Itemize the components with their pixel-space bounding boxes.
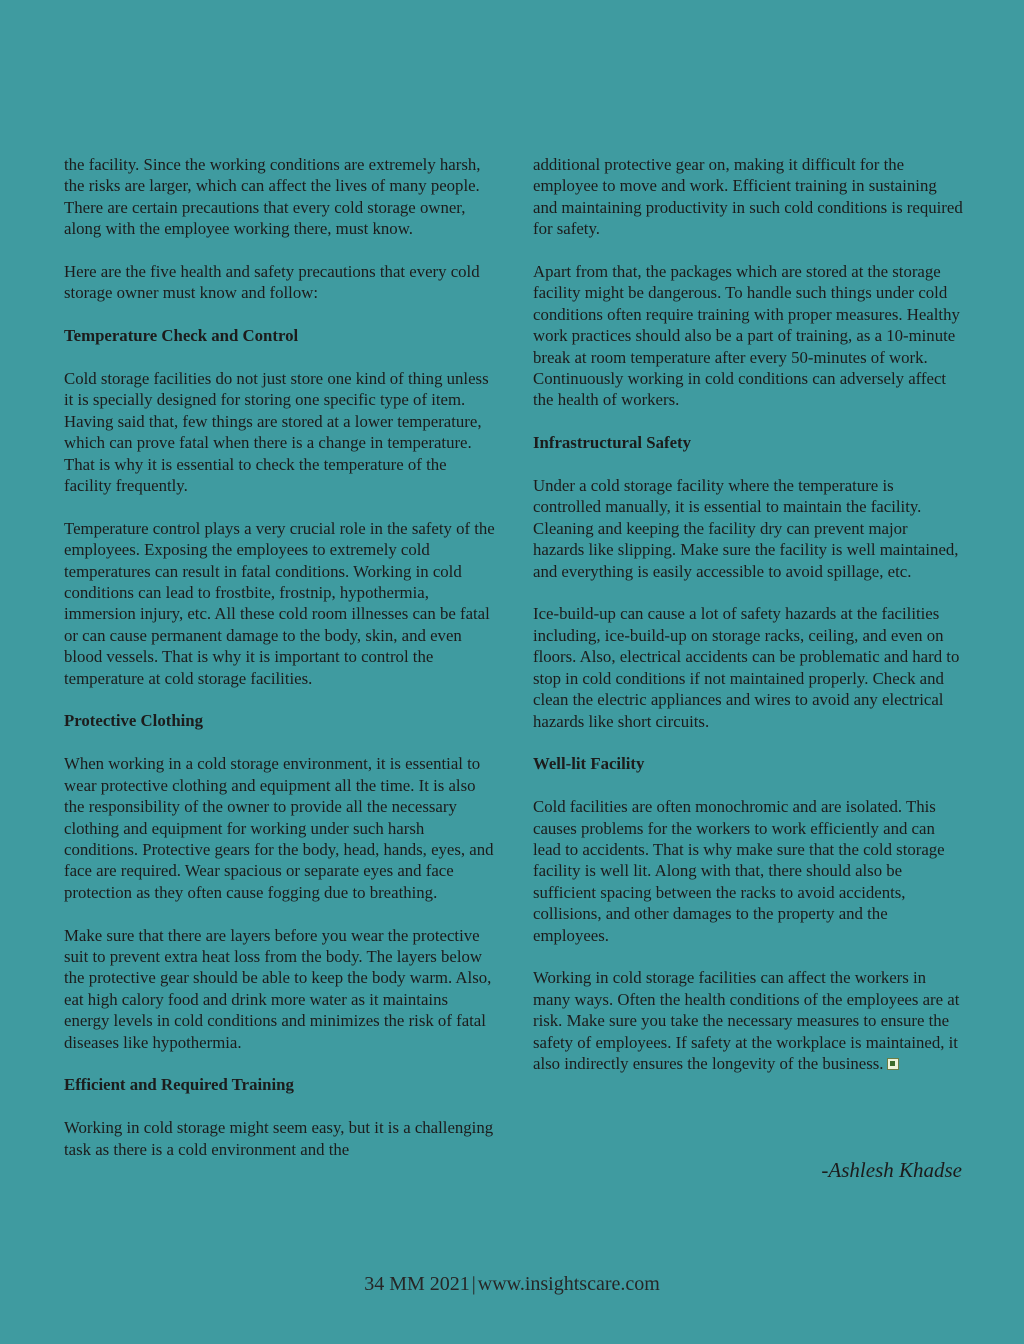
section-heading	[64, 710, 496, 731]
section-heading	[64, 325, 496, 346]
article-end-icon	[887, 1058, 899, 1070]
body-paragraph	[64, 154, 496, 240]
paragraph-text: additional protective gear on, making it difficult for the employee to move and work. Efficient training in sustaining and maintaining productivity in such cold conditions is required for safety.	[533, 155, 963, 239]
body-paragraph	[64, 1117, 496, 1160]
paragraph-text: When working in a cold storage environment, it is essential to wear protective clothing and equipment all the time. It is also the responsibility of the owner to provide all the necessary clothing and equipment for working under such harsh conditions. Protective gears for the body, head, hands, eyes, and face are required. Wear spacious or separate eyes and face protection as they often cause fogging due to breathing.	[64, 754, 494, 902]
body-paragraph	[533, 796, 963, 946]
body-paragraph	[533, 967, 963, 1074]
paragraph-text: Here are the five health and safety precautions that every cold storage owner must know and follow:	[64, 262, 480, 303]
website-link[interactable]: www.insightscare.com	[477, 1273, 660, 1295]
paragraph-text: Temperature control plays a very crucial role in the safety of the employees. Exposing the employees to extremely cold temperatures can result in fatal conditions. Working in cold conditions can lead to frostbite, frostnip, hypothermia, immersion injury, etc. All these cold room illnesses can be fatal or can cause permanent damage to the body, skin, and even blood vessels. That is why it is important to control the temperature at cold storage facilities.	[64, 518, 495, 688]
section-heading	[533, 753, 963, 774]
paragraph-text: Cold storage facilities do not just store one kind of thing unless it is specially designed for storing one specific type of item. Having said that, few things are stored at a lower temperature, which can prove fatal when there is a change in temperature. That is why it is essential to check the temperature of the facility frequently.	[64, 369, 489, 496]
body-paragraph	[533, 603, 963, 731]
paragraph-text: Working in cold storage facilities can affect the workers in many ways. Often the health conditions of the employees are at risk. Make sure you take the necessary measures to ensure the safety of employees. If safety at the workplace is maintained, it also indirectly ensures the longevity of the business.	[533, 968, 960, 1073]
body-paragraph	[533, 475, 963, 582]
paragraph-text: Make sure that there are layers before you wear the protective suit to prevent extra heat loss from the body. The layers below the protective gear should be able to keep the body warm. Also, eat high calory food and drink more water as it maintains energy levels in cold conditions and minimizes the risk of fatal diseases like hypothermia.	[64, 925, 492, 1052]
paragraph-text: Cold facilities are often monochromic and are isolated. This causes problems for the workers to work efficiently and can lead to accidents. That is why make sure that the cold storage facility is well lit. Along with that, there should also be sufficient spacing between the racks to avoid accidents, collisions, and other damages to the property and the employees.	[533, 797, 945, 945]
section-heading	[533, 432, 963, 453]
left-column	[64, 154, 496, 1160]
right-column	[533, 154, 963, 1074]
paragraph-text: Apart from that, the packages which are stored at the storage facility might be dangerous. To handle such things under cold conditions often require training with proper measures. Healthy work practices should also be a part of training, as a 10-minute break at room temperature after every 50-minutes of work. Continuously working in cold conditions can adversely affect the health of workers.	[533, 262, 960, 410]
body-paragraph	[64, 753, 496, 903]
heading-text: Infrastructural Safety	[533, 433, 691, 453]
author-signature: -Ashlesh Khadse	[821, 1158, 962, 1182]
paragraph-text: Ice-build-up can cause a lot of safety hazards at the facilities including, ice-build-up on storage racks, ceiling, and even on floors. Also, electrical accidents can be problematic and hard to stop in cold conditions if not maintained properly. Check and clean the electric appliances and wires to avoid any electrical hazards like short circuits.	[533, 604, 960, 731]
page-footer	[0, 1273, 1024, 1296]
issue-label: MM 2021	[389, 1273, 470, 1295]
heading-text: Protective Clothing	[64, 711, 204, 731]
page-number: 34	[364, 1273, 385, 1295]
heading-text: Well-lit Facility	[533, 754, 645, 774]
heading-text: Temperature Check and Control	[64, 326, 299, 346]
paragraph-text: the facility. Since the working conditions are extremely harsh, the risks are larger, which can affect the lives of many people. There are certain precautions that every cold storage owner, along with the employee working there, must know.	[64, 155, 481, 239]
body-paragraph	[64, 261, 496, 304]
body-paragraph	[533, 154, 963, 240]
body-paragraph	[64, 925, 496, 1053]
paragraph-text: Working in cold storage might seem easy, but it is a challenging task as there is a cold environment and the	[64, 1118, 494, 1159]
body-paragraph	[64, 518, 496, 689]
heading-text: Efficient and Required Training	[64, 1075, 294, 1095]
body-paragraph	[64, 368, 496, 496]
paragraph-text: Under a cold storage facility where the temperature is controlled manually, it is essential to maintain the facility. Cleaning and keeping the facility dry can prevent major hazards like slipping. Make sure the facility is well maintained, and everything is easily accessible to avoid spillage, etc.	[533, 476, 959, 581]
section-heading	[64, 1074, 496, 1095]
footer-separator: |	[471, 1273, 476, 1295]
body-paragraph	[533, 261, 963, 411]
